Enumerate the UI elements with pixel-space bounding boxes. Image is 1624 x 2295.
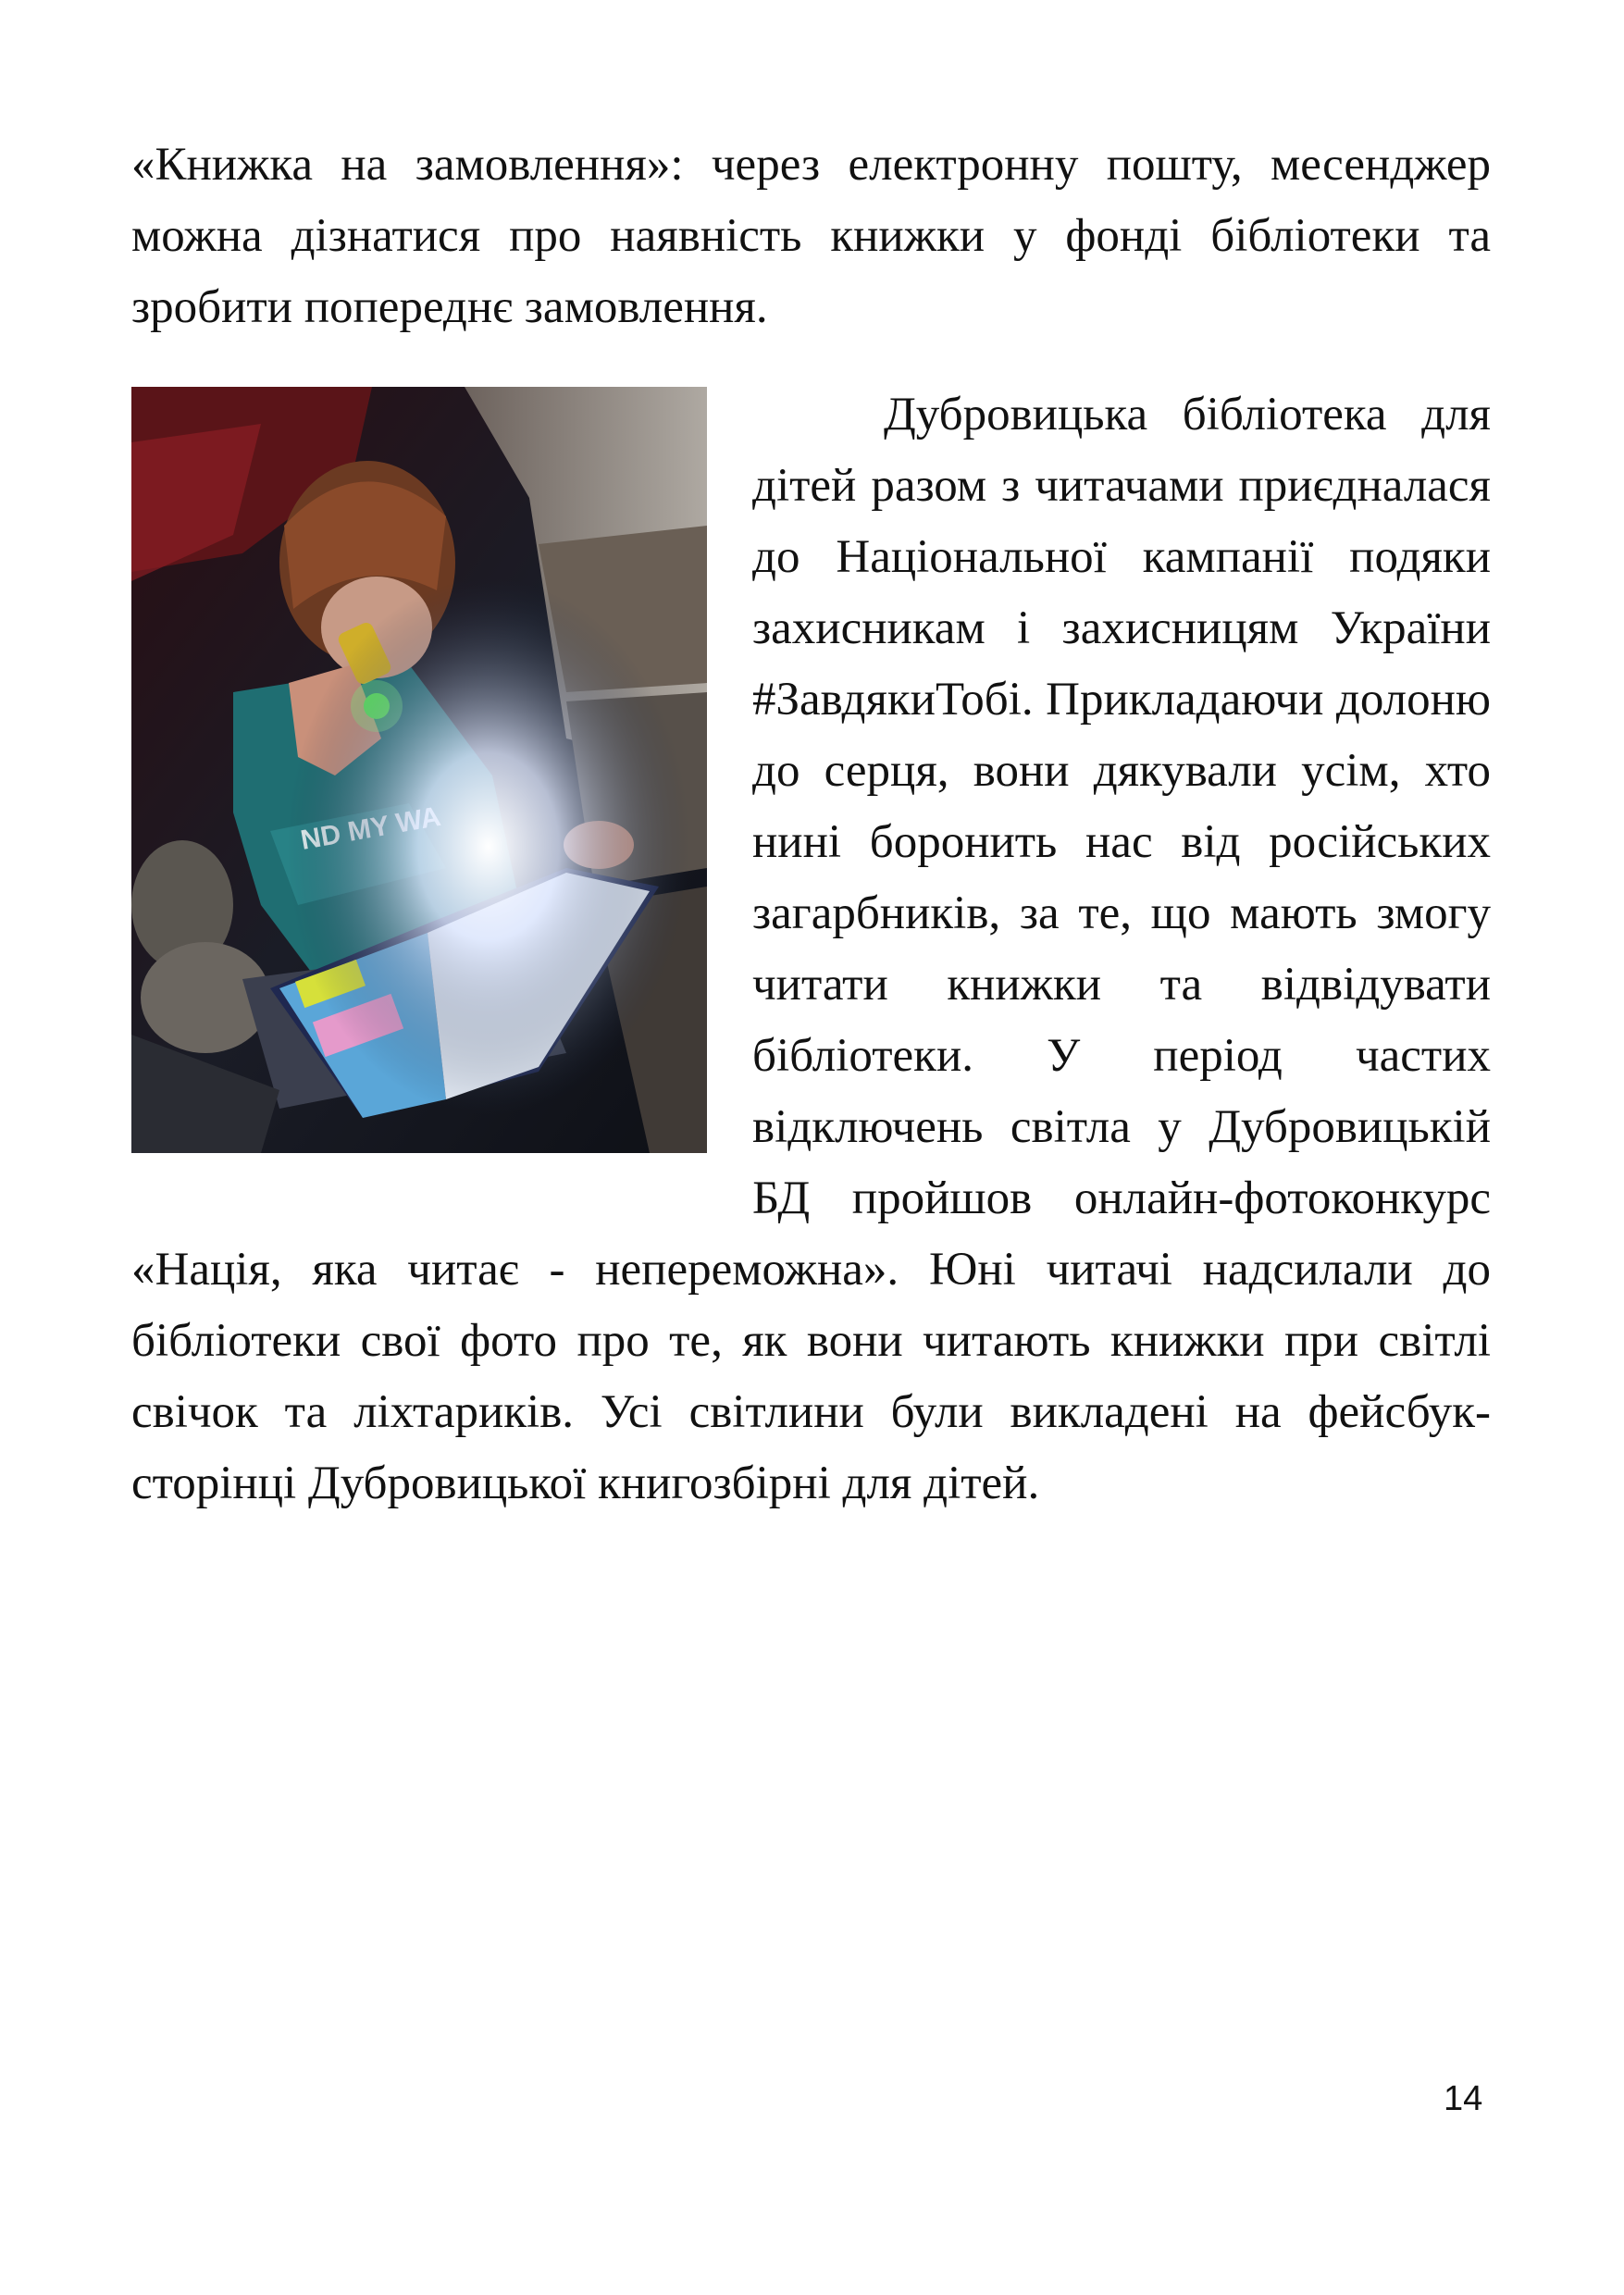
paragraph-campaign-text: Дубровицька бібліотека для дітей разом з читачами приєдналася до Національної кампанії подяки захисникам і захисницям України #ЗавдякиТобі. Прикладаючи долоню до серця, вони дякували усім, хто нині боронить нас від російських загарбників, за те, що мають змогу читати книжки та відвідувати бібліотеки. У період частих відключень світла у Дубровицькій БД пройшов онлайн-фотоконкурс «Нація, яка читає - непереможна». Юні читачі надсилали до бібліотеки свої фото про те, як вони читають книжки при світлі свічок та ліхтариків. Усі світлини були викладені на фейсбук-сторінці Дубровицької книгозбірні для дітей. [131, 389, 1491, 1509]
paragraph-book-on-order: «Книжка на замовлення»: через електронну пошту, месенджер можна дізнатися про наявність книжки у фонді бібліотеки та зробити попереднє замовлення. [131, 139, 1491, 333]
paragraph-campaign [131, 379, 1491, 1520]
photo-child-reading-with-flashlight [131, 387, 707, 1153]
page-number: 14 [1444, 2079, 1483, 2118]
